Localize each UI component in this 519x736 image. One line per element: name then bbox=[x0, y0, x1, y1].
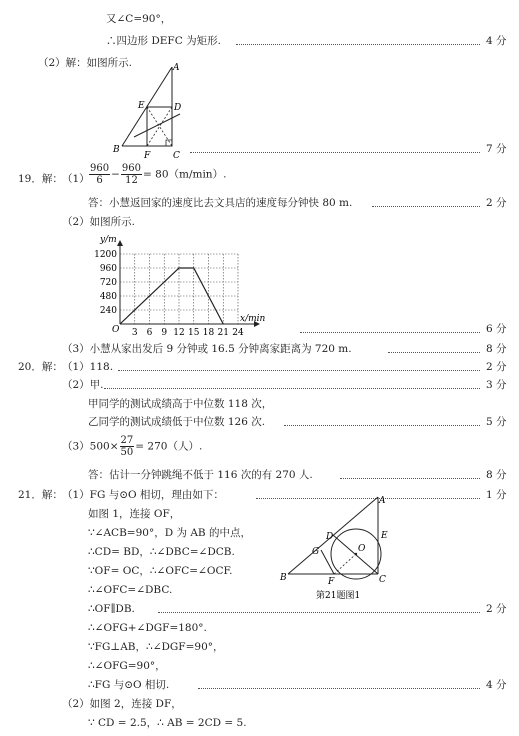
leader-dots bbox=[372, 206, 480, 207]
x-axis-label: x/min bbox=[240, 314, 266, 324]
q21-line: ∵FG⊥AB，∴∠DGF=90°， bbox=[88, 641, 224, 653]
figure-caption: 第21题图1 bbox=[316, 591, 361, 601]
q19-part2: （2）如图所示. bbox=[62, 216, 136, 228]
frac-denominator: 12 bbox=[125, 175, 138, 186]
q21-figure-1 bbox=[278, 492, 403, 604]
score: 4 分 bbox=[486, 35, 507, 47]
q20-part3-label: （3）500× bbox=[62, 440, 119, 453]
leader-dots bbox=[388, 352, 480, 353]
frac-denominator: 50 bbox=[120, 447, 134, 458]
q20-part3-result: = 270（人）. bbox=[135, 440, 203, 453]
q21-part1: （1）FG 与⊙O 相切，理由如下： bbox=[62, 489, 224, 501]
q19-part3: （3）小慧从家出发后 9 分钟或 16.5 分钟离家距离为 720 m. bbox=[62, 343, 352, 355]
score: 3 分 bbox=[486, 379, 507, 391]
score: 5 分 bbox=[486, 416, 507, 428]
q21-part2: （2）如图 2，连接 DF， bbox=[62, 698, 182, 710]
score: 2 分 bbox=[486, 361, 507, 373]
leader-dots bbox=[236, 44, 480, 45]
q18-line-2: ∴四边形 DEFC 为矩形. bbox=[106, 35, 221, 47]
y-tick-label: 960 bbox=[99, 264, 117, 274]
frac-numerator: 960 bbox=[90, 163, 110, 174]
q21-line: ∴CD= BD，∴∠DBC=∠DCB. bbox=[88, 546, 235, 558]
fig-label-A: A bbox=[379, 496, 386, 506]
y-tick-label: 1200 bbox=[94, 250, 117, 260]
fig-label-F: F bbox=[144, 151, 151, 161]
q21-line: ∴∠OFG+∠DGF=180°. bbox=[88, 622, 207, 634]
q20-number: 20．解： bbox=[18, 361, 63, 373]
fig-label-D: D bbox=[326, 532, 334, 542]
q21-line: 如图 1，连接 OF， bbox=[88, 508, 181, 520]
x-tick-label: 21 bbox=[217, 328, 229, 338]
x-tick-label: 9 bbox=[161, 328, 168, 338]
x-tick-label: 24 bbox=[232, 328, 244, 338]
q21-line: ∵OF= OC，∴∠OFC=∠OCF. bbox=[88, 565, 233, 577]
y-tick-label: 240 bbox=[99, 306, 117, 316]
score: 8 分 bbox=[486, 469, 507, 481]
minus-sign: − bbox=[111, 168, 120, 181]
score: 8 分 bbox=[486, 343, 507, 355]
fig-label-E: E bbox=[381, 531, 388, 541]
score: 1 分 bbox=[486, 489, 507, 501]
frac-numerator: 27 bbox=[120, 435, 134, 446]
origin-label: O bbox=[112, 325, 120, 335]
x-tick-label: 6 bbox=[146, 328, 153, 338]
frac-numerator: 960 bbox=[121, 163, 141, 174]
q21-line: ∴∠OFG=90°， bbox=[88, 660, 166, 672]
q18-line-1: 又∠C=90°， bbox=[106, 13, 172, 25]
q19-distance-time-graph bbox=[90, 232, 290, 342]
leader-dots bbox=[284, 425, 480, 426]
q21-line: ∵∠ACB=90°，D 为 AB 的中点， bbox=[88, 527, 251, 539]
fig-label-O: O bbox=[358, 544, 366, 554]
y-tick-label: 480 bbox=[99, 292, 117, 302]
q18-figure bbox=[112, 62, 182, 162]
y-tick-label: 720 bbox=[99, 278, 117, 288]
score: 2 分 bbox=[486, 197, 507, 209]
q20-part2: （2）甲. bbox=[62, 379, 104, 391]
q21-line: ∴∠OFC=∠DBC. bbox=[88, 584, 173, 596]
q21-number: 21．解： bbox=[18, 489, 63, 501]
fig-label-D: D bbox=[174, 103, 182, 113]
fig-label-B: B bbox=[113, 145, 120, 155]
fig-label-A: A bbox=[173, 63, 180, 73]
score: 6 分 bbox=[486, 323, 507, 335]
score: 2 分 bbox=[486, 603, 507, 615]
fig-label-B: B bbox=[280, 573, 287, 583]
fig-label-G: G bbox=[312, 547, 320, 557]
score: 4 分 bbox=[486, 679, 507, 691]
q20-part1: （1）118. bbox=[62, 361, 114, 373]
q21-line: ∵ CD = 2.5，∴ AB = 2CD = 5. bbox=[88, 717, 247, 729]
fig-label-C: C bbox=[173, 151, 180, 161]
score: 7 分 bbox=[486, 143, 507, 155]
formula-result: = 80（m/min）. bbox=[143, 168, 227, 181]
q18-part2-label: （2）解：如图所示. bbox=[38, 57, 133, 69]
q19-part1-label: （1） bbox=[62, 173, 90, 185]
y-axis-label: y/m bbox=[100, 235, 117, 245]
q21-line: ∴OF∥DB. bbox=[88, 603, 135, 615]
leader-dots bbox=[104, 388, 480, 389]
q20-answer: 答：估计一分钟跳绳不低于 116 次的有 270 人. bbox=[88, 469, 313, 481]
leader-dots bbox=[340, 478, 480, 479]
leader-dots bbox=[190, 152, 480, 153]
fig-label-E: E bbox=[138, 101, 145, 111]
q20-part3 bbox=[62, 435, 202, 458]
y-axis-arrow bbox=[117, 240, 123, 246]
x-tick-label: 3 bbox=[131, 328, 138, 338]
q20-line-1: 甲同学的测试成绩高于中位数 118 次， bbox=[88, 398, 273, 410]
fig-label-F: F bbox=[328, 577, 335, 587]
q19-answer: 答：小慧返回家的速度比去文具店的速度每分钟快 80 m. bbox=[88, 197, 353, 209]
leader-dots bbox=[118, 370, 480, 371]
leader-dots bbox=[198, 688, 480, 689]
x-tick-label: 18 bbox=[202, 328, 215, 338]
q19-number: 19．解： bbox=[18, 173, 63, 185]
q20-line-2: 乙同学的测试成绩低于中位数 126 次. bbox=[88, 416, 266, 428]
x-tick-label: 12 bbox=[173, 328, 185, 338]
frac-denominator: 6 bbox=[96, 175, 103, 186]
x-tick-label: 15 bbox=[188, 328, 200, 338]
fig-label-C: C bbox=[379, 575, 386, 585]
q21-line: ∴FG 与⊙O 相切. bbox=[88, 679, 170, 691]
leader-dots bbox=[158, 612, 480, 613]
q19-formula bbox=[88, 163, 226, 186]
leader-dots bbox=[300, 332, 480, 333]
